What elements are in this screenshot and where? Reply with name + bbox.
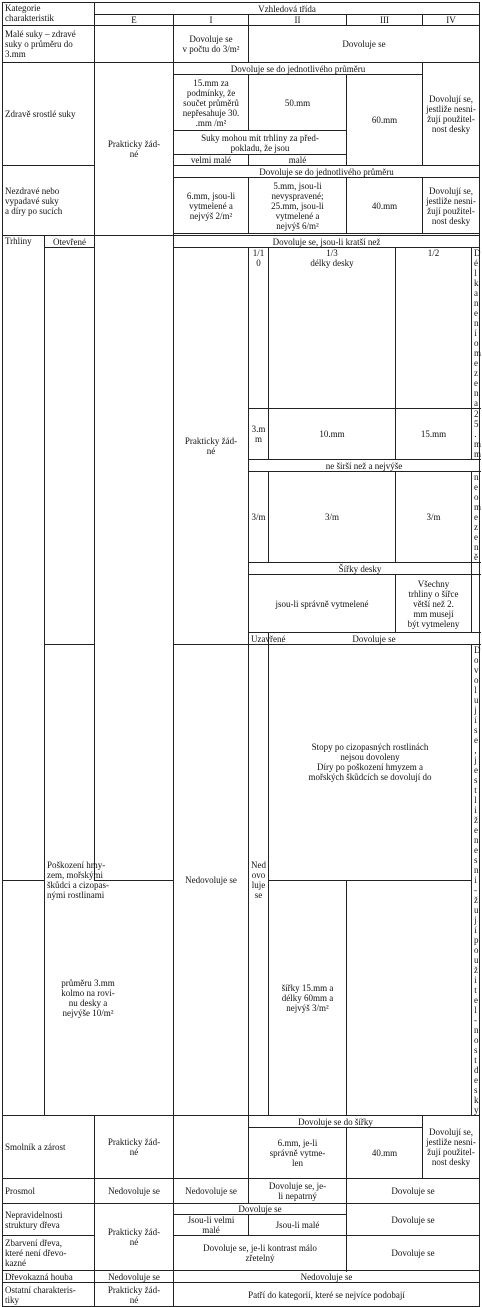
cracks-widths-header: Šířky desky xyxy=(249,563,472,575)
pith-e: Nedovoluje se xyxy=(95,1179,174,1204)
cracks-len-iii: 1/2 xyxy=(396,248,472,409)
small-knots-i: Dovoluje se v počtu do 3/m² xyxy=(174,26,249,63)
sound-knots-iii: 60.mm xyxy=(347,75,423,166)
unsound-knots-ii: 5.mm, jsou-li nevyspravené; 25.mm, jsou-li vytmelené a nejvýš 6/m² xyxy=(249,178,347,234)
insect-damage-label: Poškození hmy- zem, mořskými škůdci a cizopas- nými rostlinami xyxy=(45,645,174,1116)
resin-iii: 40.mm xyxy=(347,1128,423,1179)
pith-label: Prosmol xyxy=(3,1179,95,1204)
resin-iv: Dovolují se, jestliže nesni- žují použitel- nost desky xyxy=(423,1116,480,1179)
resin-label: Smolník a zárost xyxy=(3,1116,95,1179)
cracks-filled: jsou-li správně vytmelené xyxy=(249,575,396,633)
cracks-per-m-iv: neomezeně xyxy=(472,472,480,563)
sound-knots-small: malé xyxy=(249,155,347,166)
pith-rest: Dovoluje se xyxy=(347,1179,480,1204)
pith-i: Nedovoluje se xyxy=(174,1179,249,1204)
sound-knots-ii: 50.mm xyxy=(249,75,347,131)
insect-damage-note: Stopy po cizopasných rostlinách nejsou dovoleny Díry po poškození hmyzem a mořských škůdcích se dovolují do xyxy=(269,645,472,881)
irregularities-header: Dovoluje se xyxy=(174,1204,347,1215)
sound-knots-i: 15.mm za podmínky, že součet průměrů nepřesahuje 30. .mm /m² xyxy=(174,75,249,131)
e-practically-none-1: Prakticky žád- né xyxy=(95,63,174,236)
other-e: Prakticky žád- né xyxy=(95,1283,174,1307)
class-ii-header: II xyxy=(249,15,347,26)
insect-damage-iii: šířky 15.mm a délky 60mm a nejvýš 3/m² xyxy=(269,880,347,1116)
insect-damage-iv: Dovolují se, jestliže nesni- žují použitel- nost desky xyxy=(472,645,480,1116)
class-e-header: E xyxy=(95,15,174,26)
cracks-len-ii: 1/3 délky desky xyxy=(269,248,396,409)
cracks-closed-value: Dovoluje se xyxy=(269,633,480,645)
sound-knots-cracks-note: Suky mohou mít trhliny za před- pokladu, že jsou xyxy=(174,131,347,155)
unsound-knots-header: Dovoluje se do jednotlivého průměru xyxy=(174,166,480,178)
cracks-closed-label: Uzavřené xyxy=(249,633,269,645)
insect-damage-ii: průměru 3.mm kolmo na rovi- nu desky a nejvýše 10/m² xyxy=(3,880,174,1116)
fungus-label: Dřevokazná houba xyxy=(3,1271,95,1283)
appearance-class-table xyxy=(2,2,480,1307)
unsound-knots-label: Nezdravé nebo vypadavé suky a díry po sucích xyxy=(3,166,95,236)
class-iv-header: IV xyxy=(423,15,480,26)
insect-damage-i: Nedovoluje se xyxy=(249,645,269,1116)
discoloration-rest: Dovoluje se xyxy=(347,1236,480,1271)
cracks-len-i: 1/10 xyxy=(249,248,269,409)
cracks-widths-iv-blank xyxy=(472,563,480,575)
cracks-len-iv: Délka není omezena xyxy=(472,248,480,409)
unsound-knots-iv: Dovolují se, jestliže nesni- žují použitel- nost desky xyxy=(423,178,480,234)
e-practically-none-3: Prakticky žád- né xyxy=(95,1116,174,1179)
sound-knots-very-small: velmi malé xyxy=(174,155,249,166)
appearance-class-header: Vzhledová třída xyxy=(95,3,480,15)
resin-ii: 6.mm, je-li správně vytme- len xyxy=(249,1128,347,1179)
discoloration-label: Zbarvení dřeva, které není dřevo- kazné xyxy=(3,1236,95,1271)
discoloration-mid: Dovoluje se, je-li kontrast málo zřetelný xyxy=(174,1236,347,1271)
cracks-open-label: Otevřené xyxy=(45,236,95,248)
e-practically-none-4: Prakticky žád- né xyxy=(95,1204,174,1271)
small-knots-label: Malé suky – zdravé suky o průměru do 3.mm xyxy=(3,26,95,63)
cracks-open-spacer xyxy=(45,248,95,645)
small-knots-e xyxy=(95,26,174,63)
cracks-per-m-ii: 3/m xyxy=(269,472,396,563)
e-practically-none-2: Prakticky žád- né xyxy=(174,248,249,645)
resin-i xyxy=(174,1116,249,1179)
cracks-mm-ii: 10.mm xyxy=(269,409,396,460)
sound-knots-iv: Dovolují se, jestliže nesni- žují použitel- nost desky xyxy=(423,63,480,166)
other-rest: Patří do kategorií, které se nejvíce podobají xyxy=(174,1283,480,1307)
resin-header: Dovoluje se do šířky xyxy=(249,1116,423,1128)
class-iii-header: III xyxy=(347,15,423,26)
other-label: Ostatní charakteris- tiky xyxy=(3,1283,95,1307)
fungus-rest: Nedovoluje se xyxy=(174,1271,480,1283)
category-header: Kategorie charakteristik xyxy=(3,3,95,26)
sound-knots-header: Dovoluje se do jednotlivého průměru xyxy=(174,63,423,75)
fungus-e: Nedovoluje se xyxy=(95,1271,174,1283)
cracks-mm-iv: 25.mm xyxy=(472,409,480,460)
unsound-knots-iii: 40.mm xyxy=(347,178,423,234)
unsound-knots-i: 6.mm, jsou-li vytmelené a nejvýš 2/m² xyxy=(174,178,249,234)
irregularities-rest: Dovoluje se xyxy=(347,1204,480,1236)
irregularities-label: Nepravidelnosti struktury dřeva xyxy=(3,1204,95,1236)
cracks-header: Dovoluje se, jsou-li kratší než xyxy=(174,236,480,248)
cracks-label: Trhliny xyxy=(3,236,45,881)
cracks-per-m-iii: 3/m xyxy=(396,472,472,563)
class-i-header: I xyxy=(174,15,249,26)
cracks-width-header: ne širší než a nejvýše xyxy=(249,460,480,472)
pith-ii: Dovoluje se, je- li nepatrný xyxy=(249,1179,347,1204)
cracks-per-m-i: 3/m xyxy=(249,472,269,563)
cracks-mm-i: 3.mm xyxy=(249,409,269,460)
cracks-mm-iii: 15.mm xyxy=(396,409,472,460)
cracks-iv-blank xyxy=(472,575,480,633)
irregularities-ii: Jsou-li malé xyxy=(249,1215,347,1236)
irregularities-i: Jsou-li velmi malé xyxy=(174,1215,249,1236)
sound-knots-label: Zdravě srostlé suky xyxy=(3,63,95,166)
cracks-iii-note: Všechny trhliny o šířce větší než 2. mm musejí být vytmeleny xyxy=(396,575,472,633)
small-knots-rest: Dovoluje se xyxy=(249,26,480,63)
insect-damage-e: Nedovoluje se xyxy=(174,645,249,1116)
